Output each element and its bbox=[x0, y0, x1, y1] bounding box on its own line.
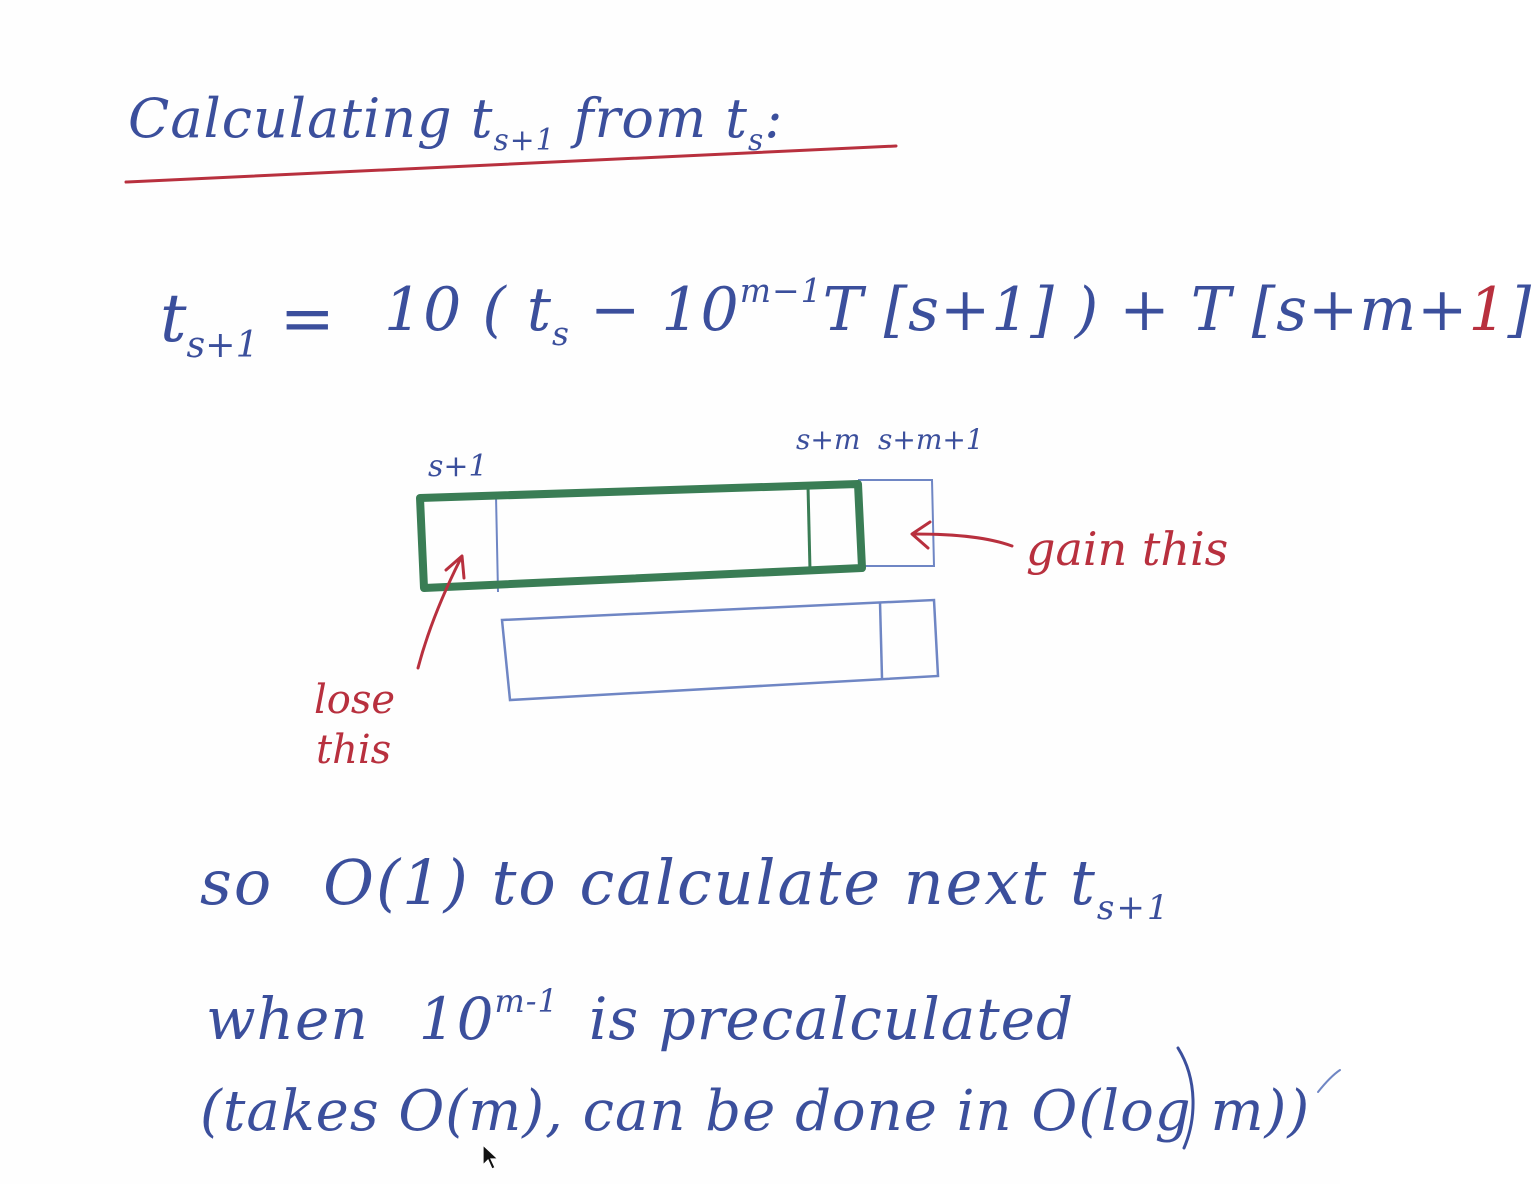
gain-arrow bbox=[914, 534, 1012, 546]
when-word: when bbox=[206, 985, 369, 1053]
stm-cell-divider bbox=[808, 486, 810, 570]
equation-part2: − 10 bbox=[569, 275, 740, 345]
o1-sub: s+1 bbox=[1096, 888, 1171, 929]
title-underline bbox=[126, 146, 896, 182]
conclusion-line-3: (takes O(m), can be done in O(log m)) bbox=[200, 1079, 1311, 1144]
lost-cell-divider bbox=[496, 496, 498, 592]
equation-part2-sup: m−1 bbox=[739, 270, 823, 310]
so-word: so bbox=[200, 846, 274, 919]
conclusion-line-2 bbox=[206, 981, 1075, 1053]
o1-text: O(1) to calculate next t bbox=[323, 846, 1097, 919]
title-end: : bbox=[764, 87, 784, 150]
label-s-plus-m-plus-1: s+m+1 bbox=[878, 423, 984, 456]
title-sub2: s bbox=[748, 123, 765, 159]
new-window-box bbox=[502, 600, 938, 700]
equation-lhs-sub: s+1 bbox=[186, 323, 259, 367]
equation-part3-red: 1 bbox=[1468, 275, 1508, 345]
equation-part3-end: ] bbox=[1507, 275, 1532, 345]
lose-this-label-line2: this bbox=[316, 727, 392, 773]
equation-equals: = bbox=[258, 280, 335, 357]
new-window-divider bbox=[880, 602, 882, 678]
equation-lhs-t: t bbox=[160, 280, 187, 357]
label-s-plus-m: s+m bbox=[796, 423, 861, 456]
gained-cell-outline bbox=[858, 480, 934, 566]
ten-text: 10 bbox=[418, 985, 495, 1053]
equation-part1: 10 ( t bbox=[384, 275, 553, 345]
margin-mark bbox=[1318, 1070, 1340, 1092]
ten-sup: m-1 bbox=[494, 981, 559, 1020]
equation-part1-sub: s bbox=[552, 313, 570, 353]
precalc-text: is precalculated bbox=[588, 985, 1075, 1053]
label-s-plus-1: s+1 bbox=[428, 449, 488, 484]
title-mid: from t bbox=[555, 87, 748, 150]
conclusion-line-1 bbox=[200, 846, 1171, 929]
title-text: Calculating t bbox=[128, 87, 494, 150]
equation-part3: T [s+1] ) + T [s+m+ bbox=[822, 275, 1469, 345]
current-window-box bbox=[420, 484, 862, 588]
gain-this-label: gain this bbox=[1026, 522, 1229, 576]
mouse-pointer-icon bbox=[482, 1144, 500, 1170]
title-sub: s+1 bbox=[493, 123, 556, 159]
lose-this-label-line1: lose bbox=[314, 677, 396, 723]
